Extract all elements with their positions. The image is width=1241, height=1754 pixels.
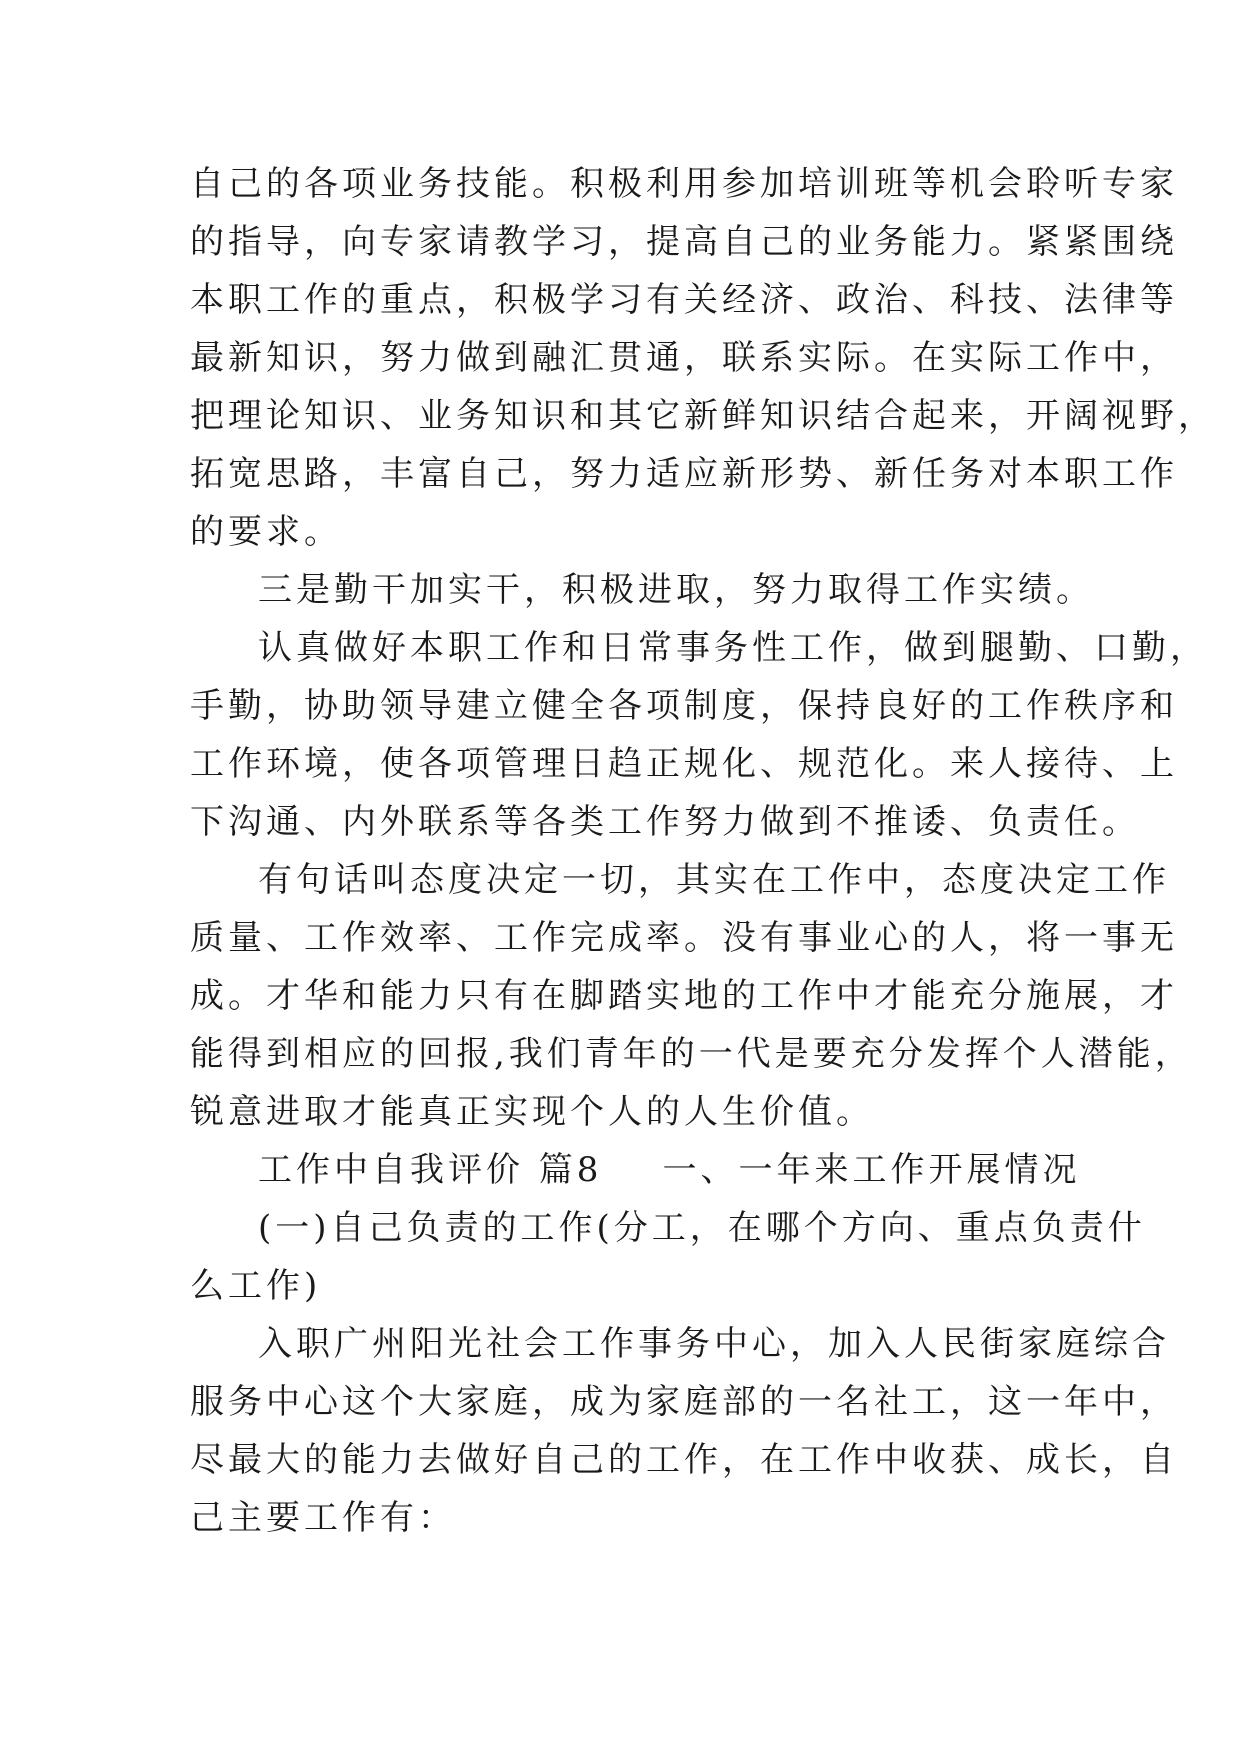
text-line: 本职工作的重点，积极学习有关经济、政治、科技、法律等 [190, 280, 1178, 320]
text-line: 么工作) [190, 1266, 322, 1306]
text-line: 工作环境，使各项管理日趋正规化、规范化。来人接待、上 [190, 744, 1178, 784]
text-line: 有句话叫态度决定一切，其实在工作中，态度决定工作 [258, 860, 1170, 900]
text-line: 的要求。 [190, 512, 342, 552]
text-line: 认真做好本职工作和日常事务性工作，做到腿勤、口勤， [258, 628, 1208, 668]
text-line: 三是勤干加实干，积极进取，努力取得工作实绩。 [258, 570, 1094, 610]
text-line: 的指导，向专家请教学习，提高自己的业务能力。紧紧围绕 [190, 222, 1178, 262]
text-line: 质量、工作效率、工作完成率。没有事业心的人，将一事无 [190, 918, 1178, 958]
section-heading [190, 1141, 1081, 1199]
text-line: 手勤，协助领导建立健全各项制度，保持良好的工作秩序和 [190, 686, 1178, 726]
text-line: 锐意进取才能真正实现个人的人生价值。 [190, 1092, 874, 1132]
text-line: 入职广州阳光社会工作事务中心，加入人民街家庭综合 [258, 1324, 1170, 1364]
text-line: 尽最大的能力去做好自己的工作，在工作中收获、成长，自 [190, 1440, 1178, 1480]
text-line: 最新知识，努力做到融汇贯通，联系实际。在实际工作中， [190, 338, 1178, 378]
text-line: 拓宽思路，丰富自己，努力适应新形势、新任务对本职工作 [190, 454, 1178, 494]
text-line: 己主要工作有： [190, 1498, 456, 1538]
text-line: 成。才华和能力只有在脚踏实地的工作中才能充分施展，才 [190, 976, 1178, 1016]
section-heading-left: 工作中自我评价 篇8 [258, 1150, 603, 1190]
text-line: 自己的各项业务技能。积极利用参加培训班等机会聆听专家 [190, 164, 1178, 204]
text-line: 服务中心这个大家庭，成为家庭部的一名社工，这一年中， [190, 1382, 1178, 1422]
text-line: (一)自己负责的工作(分工，在哪个方向、重点负责什 [258, 1208, 1146, 1248]
text-line: 把理论知识、业务知识和其它新鲜知识结合起来，开阔视野， [190, 396, 1216, 436]
document-page [190, 155, 1216, 1547]
text-line: 能得到相应的回报,我们青年的一代是要充分发挥个人潜能， [190, 1034, 1193, 1074]
section-heading-right: 一、一年来工作开展情况 [662, 1150, 1081, 1190]
text-line: 下沟通、内外联系等各类工作努力做到不推诿、负责任。 [190, 802, 1140, 842]
